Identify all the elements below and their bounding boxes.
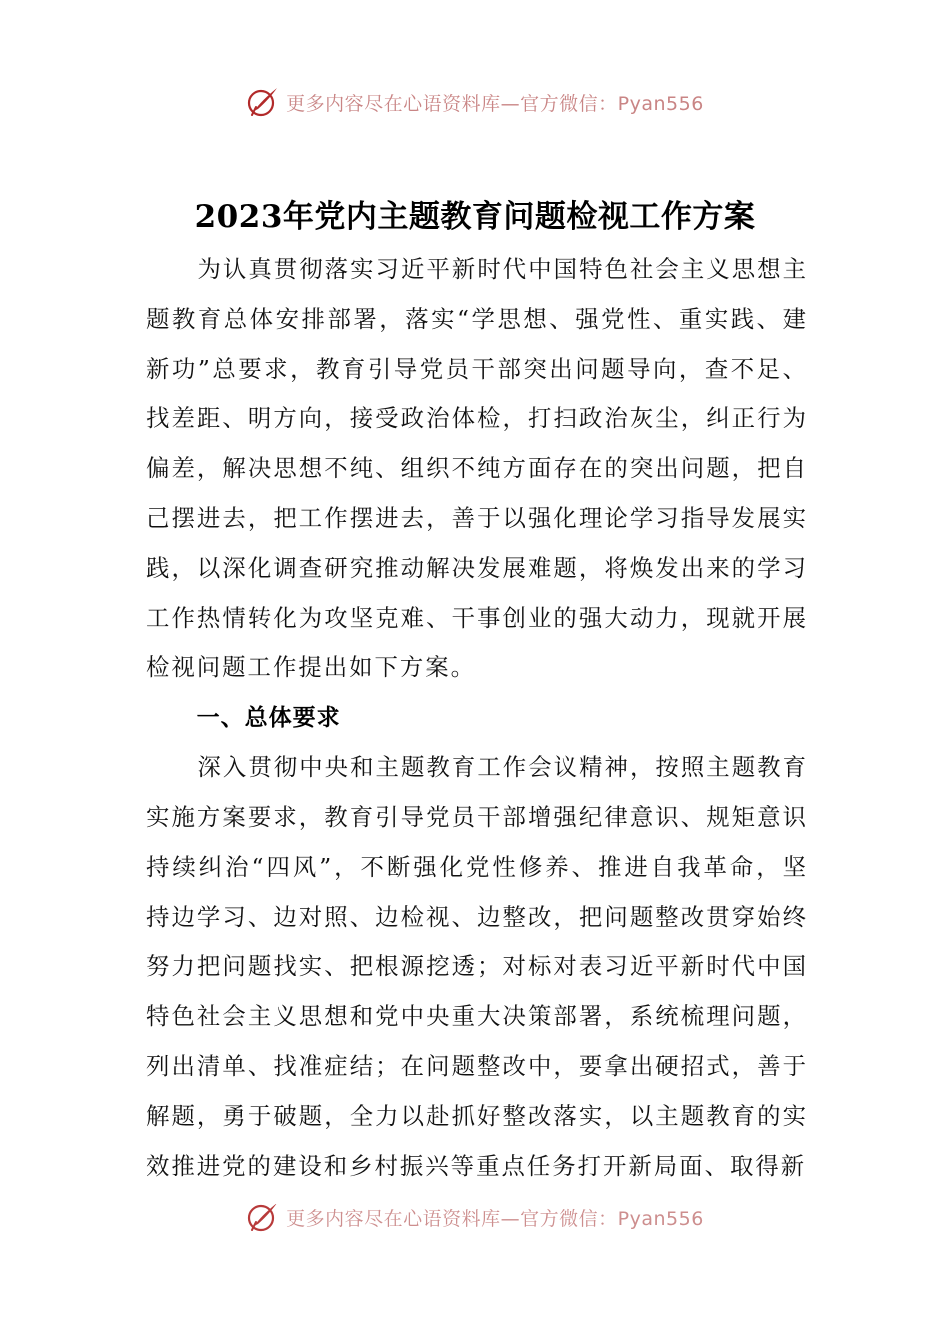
header-watermark: [0, 82, 950, 122]
document-title: 2023年党内主题教育问题检视工作方案: [194, 199, 756, 235]
watermark-text: 更多内容尽在心语资料库—官方微信：Pyan556: [286, 92, 704, 115]
footer-watermark: [0, 1204, 950, 1238]
quill-pen-logo-icon: [246, 85, 280, 119]
section-1-paragraph: 深入贯彻中央和主题教育工作会议精神，按照主题教育实施方案要求，教育引导党员干部增强纪律意识、规矩意识持续纠治“四风”，不断强化党性修养、推进自我革命，坚持边学习、边对照、边检视、边整改，把问题整改贯穿始终努力把问题找实、把根源挖透；对标对表习近平新时代中国特色社会主义思想和党中央重大决策部署，系统梳理问题，列出清单、找准症结；在问题整改中，要拿出硬招式，善于解题，勇于破题，全力以赴抓好整改落实，以主题教育的实效推进党的建设和乡村振兴等重点任务打开新局面、取得新: [146, 753, 808, 1180]
document-body: [146, 245, 808, 1191]
quill-pen-logo-icon: [246, 1204, 280, 1234]
intro-paragraph: 为认真贯彻落实习近平新时代中国特色社会主义思想主题教育总体安排部署，落实“学思想、强党性、重实践、建新功”总要求，教育引导党员干部突出问题导向，查不足、找差距、明方向，接受政治体检，打扫政治灰尘，纠正行为偏差，解决思想不纯、组织不纯方面存在的突出问题，把自己摆进去，把工作摆进去，善于以强化理论学习指导发展实践，以深化调查研究推动解决发展难题，将焕发出来的学习工作热情转化为攻坚克难、干事创业的强大动力，现就开展检视问题工作提出如下方案。: [146, 255, 808, 682]
watermark-text: 更多内容尽在心语资料库—官方微信：Pyan556: [286, 1207, 704, 1230]
watermark-group: [246, 85, 704, 119]
watermark-group: [246, 1204, 704, 1234]
section-heading-overall-requirements: 一、总体要求: [196, 705, 341, 732]
